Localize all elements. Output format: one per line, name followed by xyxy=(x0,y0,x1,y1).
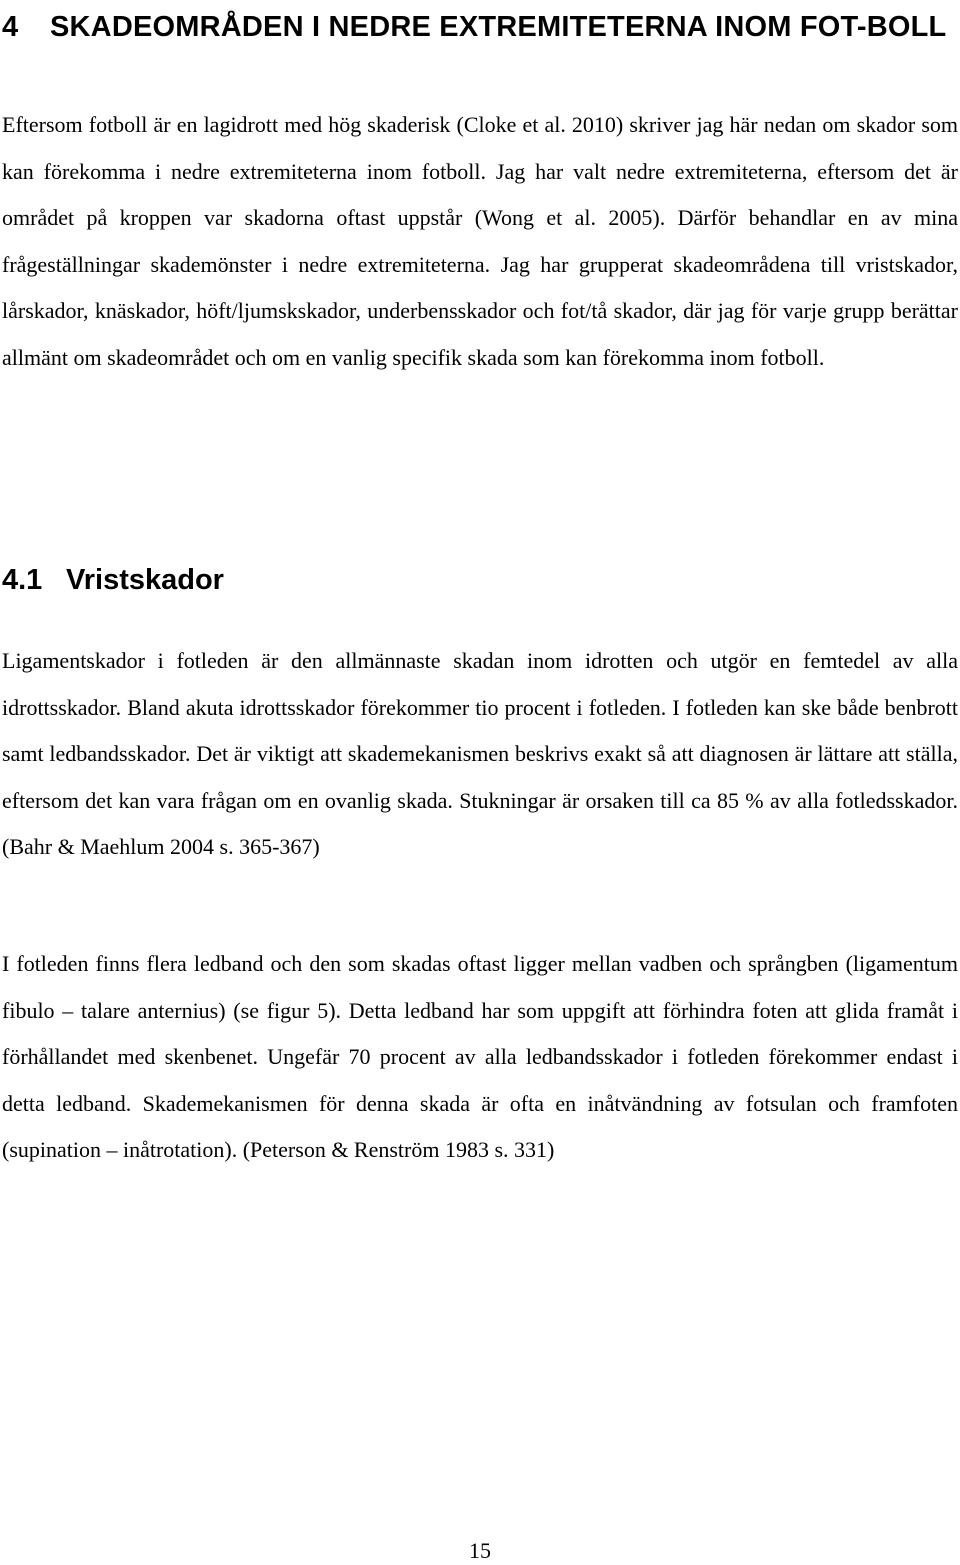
chapter-title: SKADEOMRÅDEN I NEDRE EXTREMITETERNA INOM FOT-BOLL xyxy=(50,11,947,43)
intro-paragraph: Eftersom fotboll är en lagidrott med hög skaderisk (Cloke et al. 2010) skriver jag här nedan om skador som kan förekomma i nedre extremiteterna inom fotboll. Jag har valt nedre extremiteterna, eftersom det är området på kroppen var skadorna oftast uppstår (Wong et al. 2005). Därför behandlar en av mina frågeställningar skademönster i nedre extremiteterna. Jag har grupperat skadeområdena till vristskador, lårskador, knäskador, höft/ljumskskador, underbensskador och fot/tå skador, där jag för varje grupp berättar allmänt om skadeområdet och om en vanlig specifik skada som kan förekomma inom fotboll. xyxy=(2,112,958,370)
chapter-number: 4 xyxy=(2,11,19,43)
section-title: Vristskador xyxy=(66,564,224,596)
section-number: 4.1 xyxy=(2,564,43,596)
section-paragraph-1: Ligamentskador i fotleden är den allmännaste skadan inom idrotten och utgör en femtedel av alla idrottsskador. Bland akuta idrottsskador förekommer tio procent i fotleden. I fotleden kan ske både benbrott samt ledbandsskador. Det är viktigt att skademekanismen beskrivs exakt så att diagnosen är lättare att ställa, eftersom det kan vara frågan om en ovanlig skada. Stukningar är orsaken till ca 85 % av alla fotledsskador. (Bahr & Maehlum 2004 s. 365-367) xyxy=(2,648,958,859)
section-paragraph-2: I fotleden finns flera ledband och den som skadas oftast ligger mellan vadben och språngben (ligamentum fibulo – talare anternius) (se figur 5). Detta ledband har som uppgift att förhindra foten att glida framåt i förhållandet med skenbenet. Ungefär 70 procent av alla ledbandsskador i fotleden förekommer endast i detta ledband. Skademekanismen för denna skada är ofta en inåtvändning av fotsulan och framfoten (supination – inåtrotation). (Peterson & Renström 1983 s. 331) xyxy=(2,951,958,1162)
section-heading xyxy=(2,558,224,602)
chapter-heading xyxy=(2,0,952,54)
page-number: 15 xyxy=(469,1538,491,1563)
